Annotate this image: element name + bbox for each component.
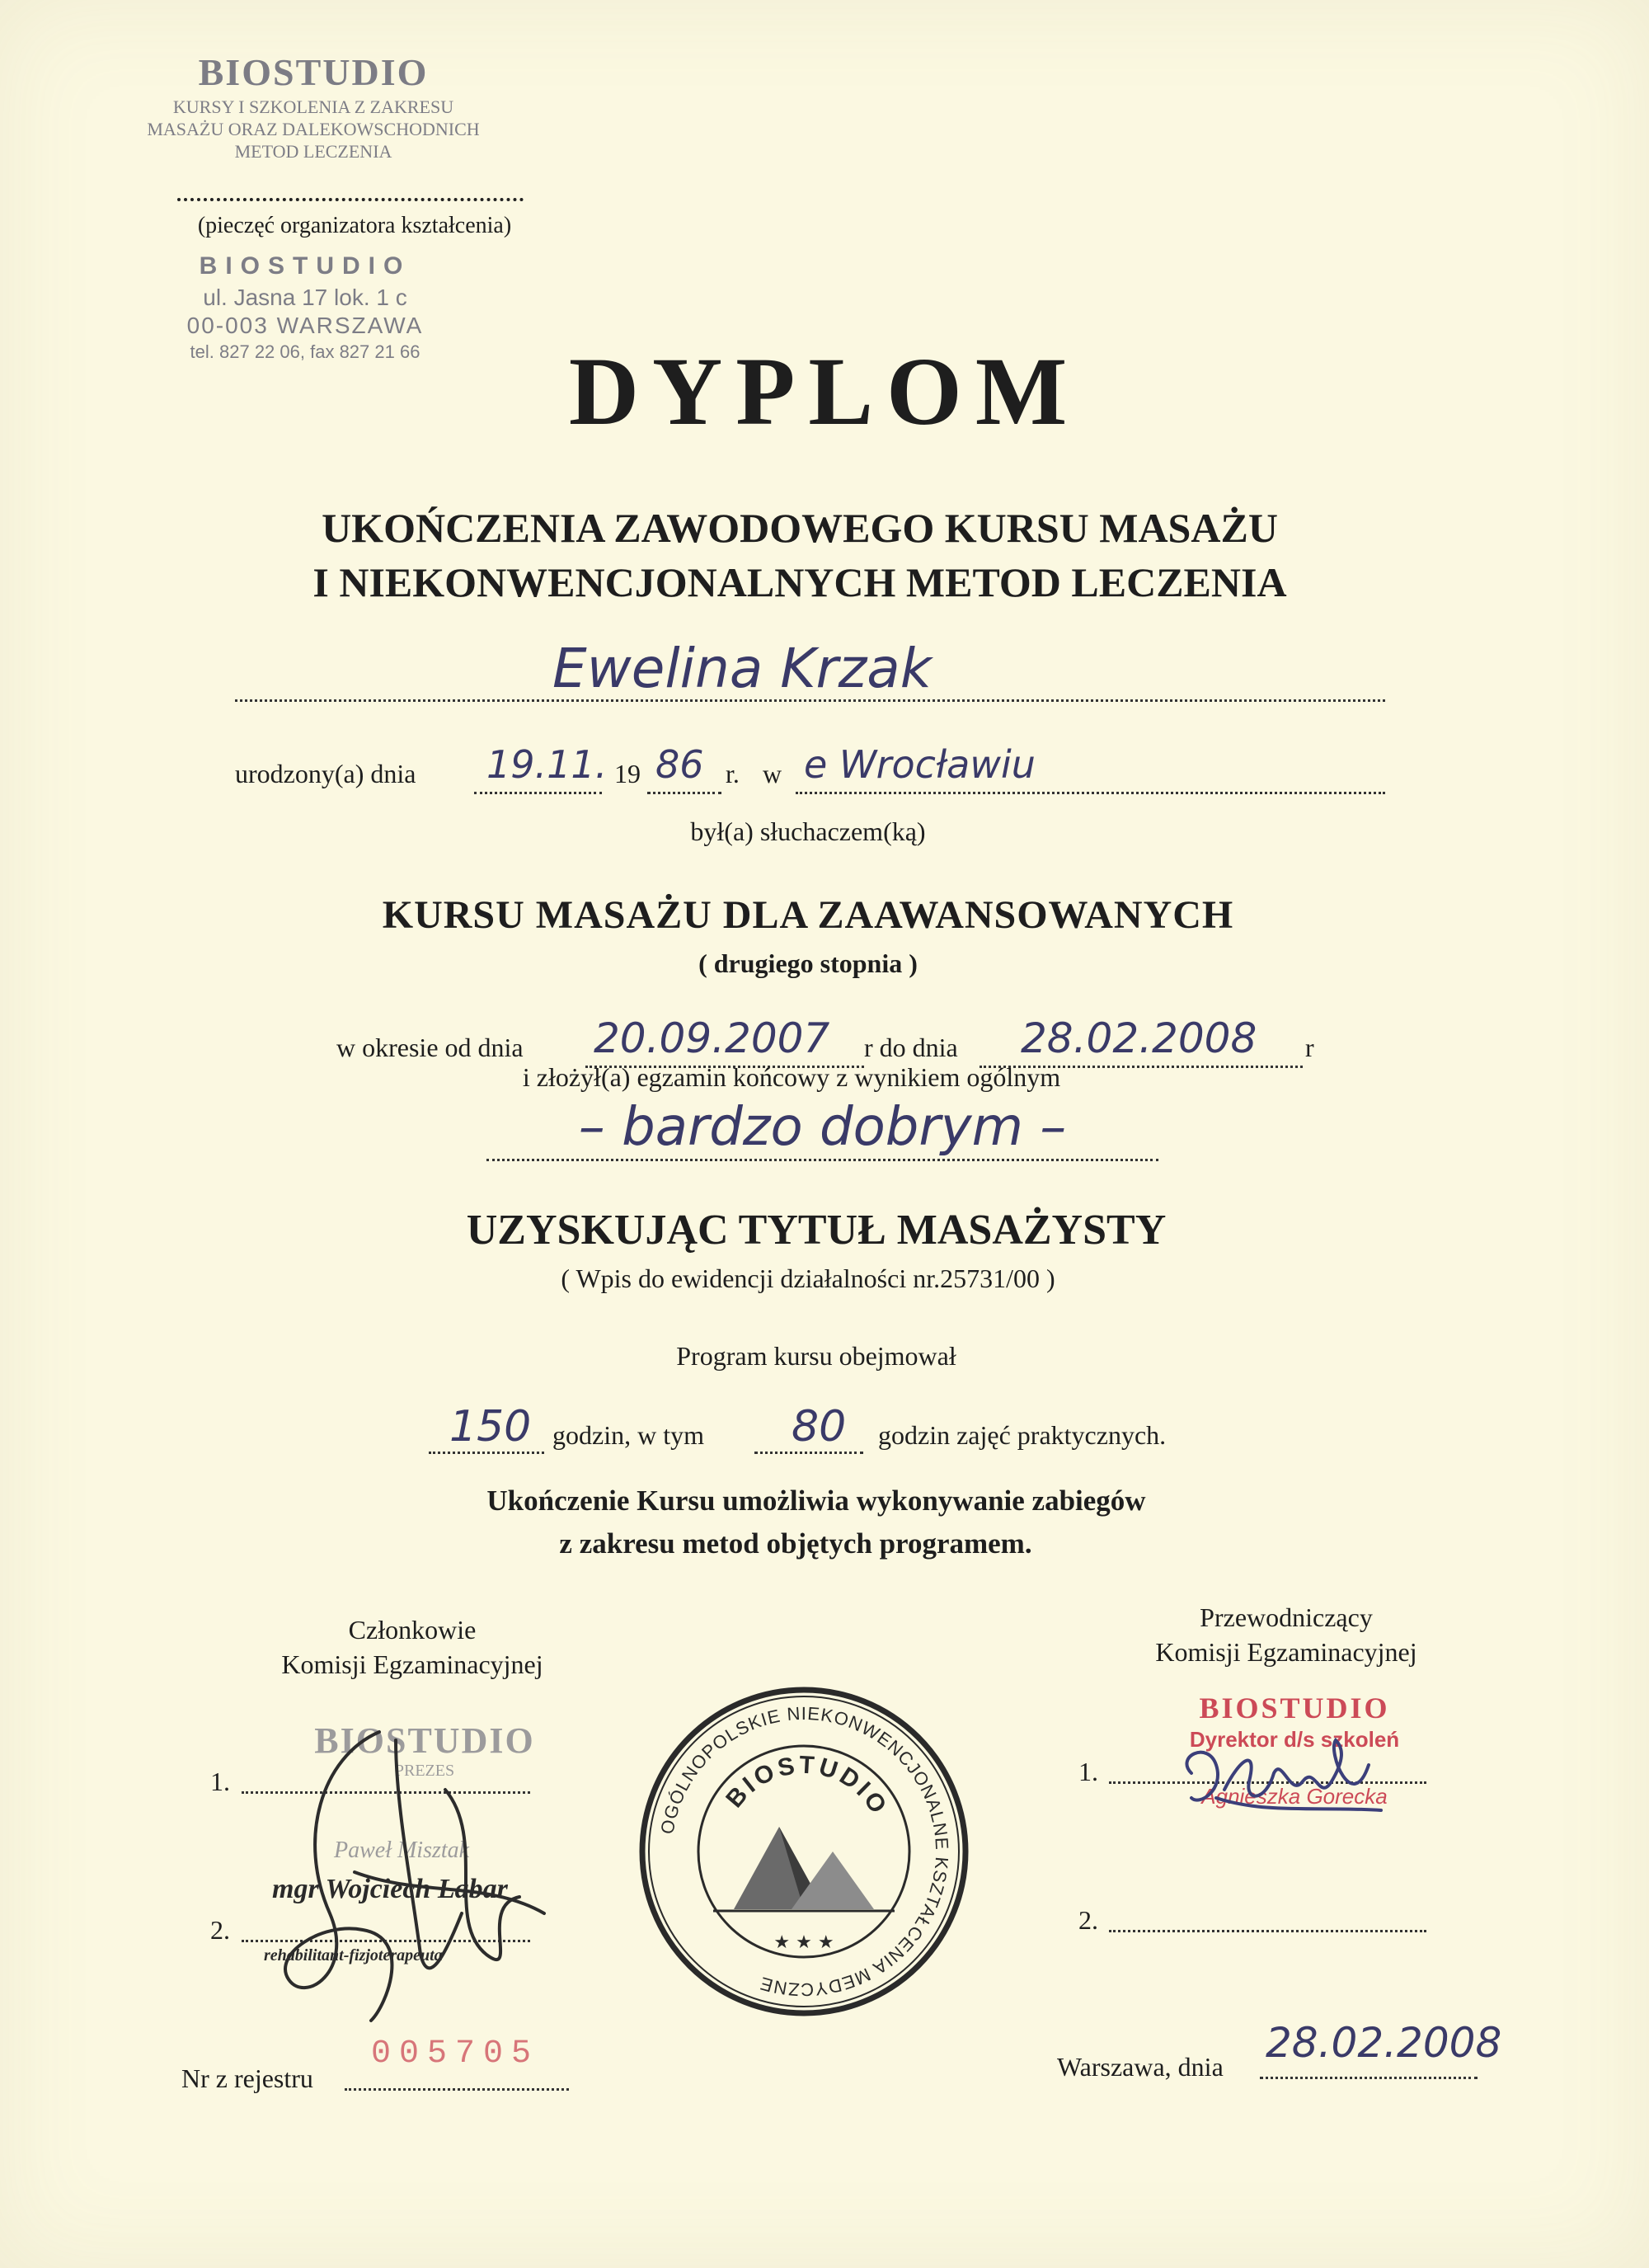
member-stamp-1-sub: PREZES — [394, 1762, 455, 1780]
chairman-heading — [1055, 1600, 1517, 1669]
holder-name: Ewelina Krzak — [552, 637, 932, 700]
address-stamp-city: 00-003 WARSZAWA — [186, 313, 424, 338]
birth-year: 86 — [655, 742, 704, 787]
hours-total-label: godzin, w tym — [552, 1420, 704, 1450]
diploma-title: DYPLOM — [568, 337, 1081, 445]
members-heading-line2: Komisji Egzaminacyjnej — [281, 1649, 543, 1679]
chairman-2-line — [1109, 1930, 1426, 1932]
birth-r-label: r. — [726, 759, 740, 788]
birth-daymonth: 19.11. — [486, 742, 608, 787]
place-date-line — [1260, 2077, 1478, 2079]
organizer-caption: (pieczęć organizatora kształcenia) — [197, 213, 512, 238]
members-heading-line1: Członkowie — [348, 1615, 477, 1645]
chairman-stamp-person: Agnieszka Gorecka — [1201, 1784, 1388, 1809]
period-from-label: w okresie od dnia — [336, 1033, 524, 1062]
organizer-stamp-line2: MASAŻU ORAZ DALEKOWSCHODNICH — [147, 119, 480, 139]
period-to-date: 28.02.2008 — [1021, 1014, 1257, 1062]
birth-w-label: w — [763, 759, 782, 788]
birth-row — [235, 742, 1389, 800]
member-signature — [272, 1707, 569, 2037]
round-seal — [635, 1682, 973, 2021]
seal-ring-text: OGÓLNOPOLSKIE NIEKONWENCJONALNE KSZTAŁCENIA MEDYCZNE — [656, 1702, 953, 2001]
chairman-signature — [1167, 1724, 1398, 1839]
organizer-stamp-name: BIOSTUDIO — [198, 51, 429, 93]
diploma-subtitle-line1: UKOŃCZENIA ZAWODOWEGO KURSU MASAŻU — [322, 505, 1278, 551]
organizer-stamp-line1: KURSY I SZKOLENIA Z ZAKRESU — [172, 96, 454, 117]
chairman-stamp-role: Dyrektor d/s szkoleń — [1189, 1727, 1400, 1752]
register-line — [345, 2088, 569, 2091]
completion-line2: z zakresu metod objętych programem. — [559, 1527, 1032, 1560]
chairman-1-number: 1. — [1078, 1757, 1098, 1786]
hours-total: 150 — [449, 1402, 532, 1452]
member-stamp-1-name: BIOSTUDIO — [314, 1720, 535, 1761]
birth-label: urodzony(a) dnia — [235, 759, 416, 788]
chairman-stamp-name: BIOSTUDIO — [1199, 1692, 1390, 1725]
member-2-number: 2. — [210, 1915, 230, 1945]
member-stamp-2-sub: rehabilitant-fizjoterapeuta — [264, 1946, 443, 1965]
place-date-label: Warszawa, dnia — [1057, 2052, 1224, 2082]
birth-place: e Wrocławiu — [804, 742, 1036, 787]
member-stamp-person-2: mgr Wojciech Labar — [272, 1874, 508, 1904]
organizer-stamp — [82, 49, 544, 162]
hours-row — [429, 1402, 1336, 1460]
seal-stars: ★ ★ ★ — [773, 1932, 834, 1953]
completion-line1: Ukończenie Kursu umożliwia wykonywanie zabiegów — [486, 1485, 1146, 1517]
exam-text: i złożył(a) egzamin końcowy z wynikiem ogólnym — [522, 1062, 1061, 1092]
hours-practical: 80 — [792, 1402, 847, 1452]
program-text: Program kursu obejmował — [676, 1341, 956, 1371]
address-stamp-name: BIOSTUDIO — [199, 252, 411, 280]
listener-text: był(a) słuchaczem(ką) — [690, 816, 926, 846]
pyramid-icon — [713, 1827, 895, 1911]
svg-text:OGÓLNOPOLSKIE NIEKONWENCJONALN — [656, 1703, 952, 2000]
register-number: 005705 — [371, 2035, 540, 2073]
period-r-label: r — [1305, 1033, 1314, 1062]
period-to-label: r do dnia — [864, 1033, 958, 1062]
chairman-2-number: 2. — [1078, 1905, 1098, 1935]
member-stamp-person-1: Paweł Misztak — [334, 1837, 470, 1863]
member-1-number: 1. — [210, 1767, 230, 1796]
course-level: ( drugiego stopnia ) — [698, 948, 918, 978]
address-stamp-phone: tel. 827 22 06, fax 827 21 66 — [190, 341, 420, 362]
exam-result: – bardzo dobrym – — [578, 1097, 1067, 1158]
diploma-subtitle-line2: I NIEKONWENCJONALNYCH METOD LECZENIA — [312, 559, 1287, 605]
exam-result-line — [486, 1159, 1158, 1161]
period-from-date: 20.09.2007 — [594, 1014, 830, 1062]
course-name: KURSU MASAŻU DLA ZAAWANSOWANYCH — [382, 893, 1234, 937]
seal-center-text: BIOSTUDIO — [721, 1751, 894, 1821]
place-date-value: 28.02.2008 — [1266, 2019, 1502, 2067]
register-label: Nr z rejestru — [181, 2063, 313, 2093]
hours-practical-label: godzin zajęć praktycznych. — [878, 1420, 1167, 1450]
birth-year-prefix: 19 — [614, 759, 641, 788]
address-stamp-street: ul. Jasna 17 lok. 1 c — [203, 285, 407, 310]
organizer-dotted-line — [177, 198, 524, 201]
registry-note: ( Wpis do ewidencji działalności nr.25731/00 ) — [561, 1263, 1055, 1293]
chairman-heading-line2: Komisji Egzaminacyjnej — [1155, 1637, 1417, 1667]
chairman-heading-line1: Przewodniczący — [1200, 1602, 1373, 1632]
organizer-stamp-line3: METOD LECZENIA — [234, 141, 392, 162]
members-heading — [198, 1612, 627, 1682]
degree-title: UZYSKUJĄC TYTUŁ MASAŻYSTY — [466, 1207, 1167, 1254]
